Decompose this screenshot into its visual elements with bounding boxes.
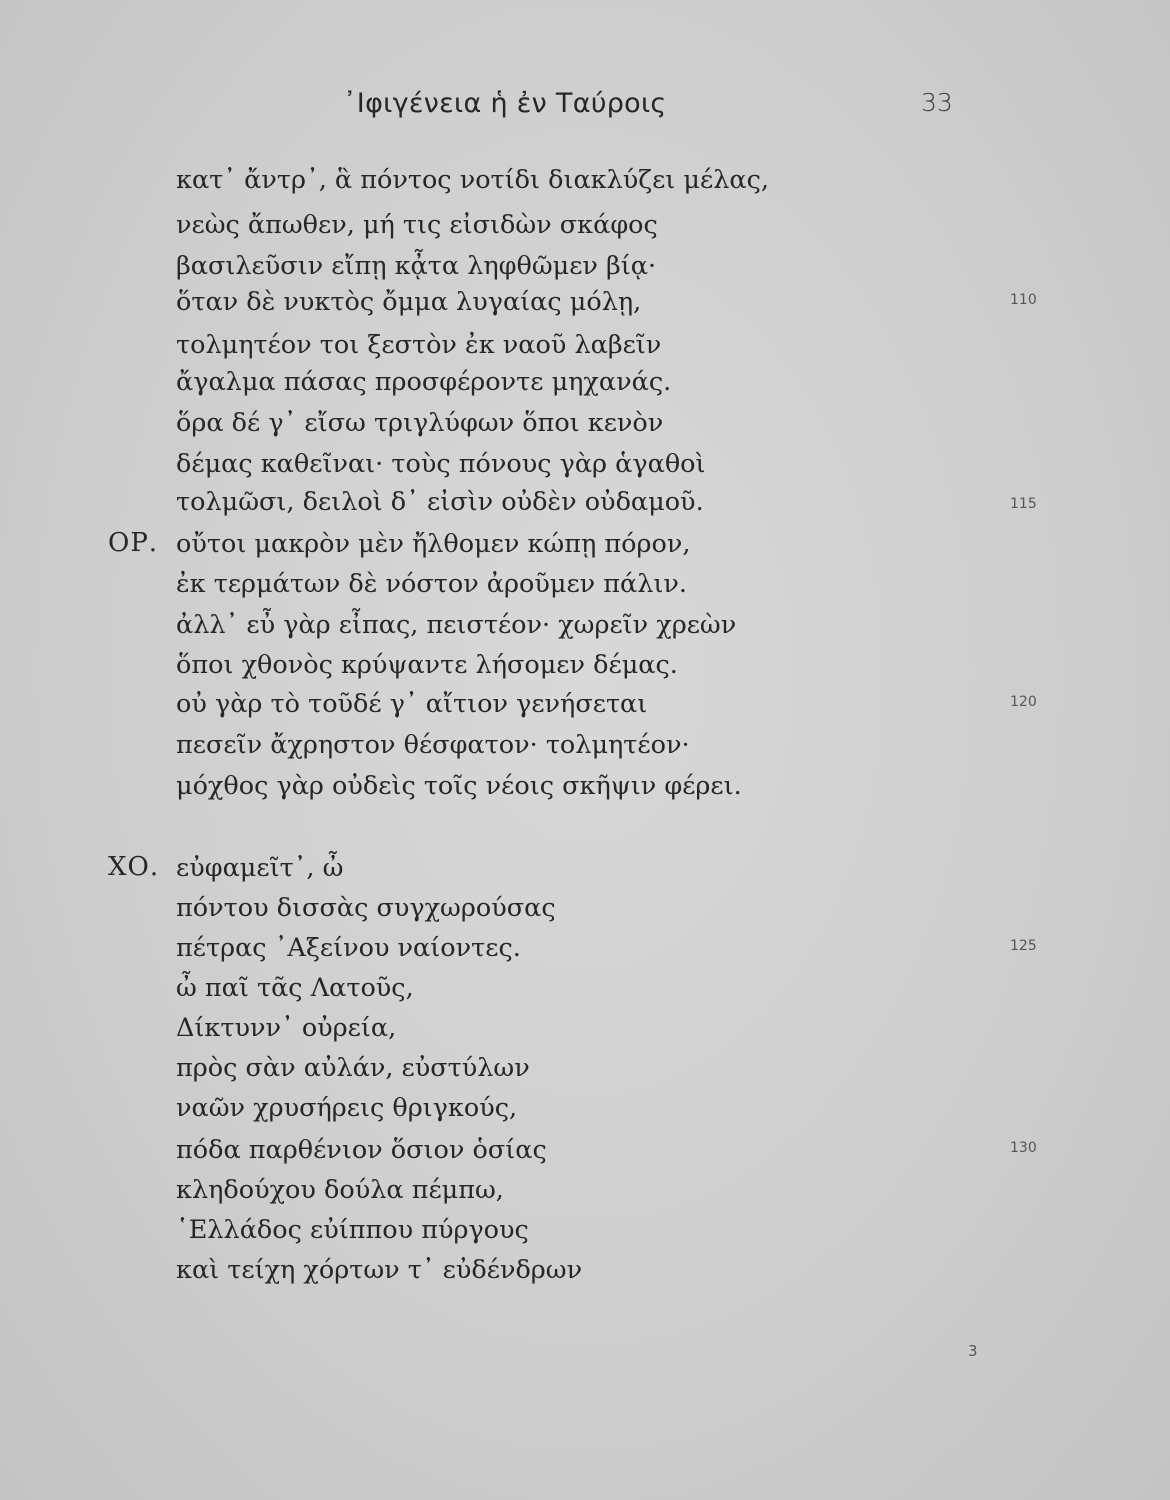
verse-line: ῾Ελλάδος εὐίππου πύργους — [176, 1215, 529, 1245]
running-title: ᾿Ιφιγένεια ἡ ἐν Ταύροις — [343, 88, 667, 119]
verse-line: ὅποι χθονὸς κρύψαντε λήσομεν δέμας. — [176, 650, 678, 680]
verse-line: τολμῶσι, δειλοὶ δ᾿ εἰσὶν οὐδὲν οὐδαμοῦ. — [176, 487, 704, 517]
running-header — [0, 88, 1170, 128]
signature-mark: 3 — [968, 1342, 978, 1360]
verse-line: πεσεῖν ἄχρηστον θέσφατον· τολμητέον· — [176, 730, 690, 760]
line-number: 125 — [1010, 938, 1037, 954]
verse-line: ὅταν δὲ νυκτὸς ὄμμα λυγαίας μόλῃ, — [176, 287, 642, 317]
verse-line: πρὸς σὰν αὐλάν, εὐστύλων — [176, 1053, 530, 1083]
verse-line: ναῶν χρυσήρεις θριγκούς, — [176, 1093, 518, 1123]
line-number: 130 — [1010, 1140, 1037, 1156]
verse-line: οὔτοι μακρὸν μὲν ἤλθομεν κώπῃ πόρον, — [176, 529, 691, 559]
verse-line: οὐ γὰρ τὸ τοῦδέ γ᾿ αἴτιον γενήσεται — [176, 689, 648, 719]
line-number: 120 — [1010, 694, 1037, 710]
line-number: 110 — [1010, 292, 1037, 308]
line-number: 115 — [1010, 496, 1037, 512]
verse-line: ὦ παῖ τᾶς Λατοῦς, — [176, 973, 414, 1003]
verse-line: βασιλεῦσιν εἴπῃ κᾆτα ληφθῶμεν βίᾳ· — [176, 251, 657, 281]
verse-line: καὶ τείχη χόρτων τ᾿ εὐδένδρων — [176, 1255, 583, 1285]
speaker-label: ΧΟ. — [108, 852, 160, 882]
verse-line: νεὼς ἄπωθεν, μή τις εἰσιδὼν σκάφος — [176, 210, 658, 240]
verse-line: πόντου δισσὰς συγχωρούσας — [176, 893, 556, 923]
verse-line: πέτρας ᾿Αξείνου ναίοντες. — [176, 933, 521, 963]
verse-line: δέμας καθεῖναι· τοὺς πόνους γὰρ ἁγαθοὶ — [176, 449, 706, 479]
verse-line: μόχθος γὰρ οὐδεὶς τοῖς νέοις σκῆψιν φέρει. — [176, 771, 742, 801]
verse-line: πόδα παρθένιον ὅσιον ὁσίας — [176, 1135, 547, 1165]
verse-line: Δίκτυνν᾿ οὐρεία, — [176, 1013, 397, 1043]
verse-line: ἀλλ᾿ εὖ γὰρ εἶπας, πειστέον· χωρεῖν χρεὼν — [176, 610, 737, 640]
speaker-label: ΟΡ. — [108, 528, 159, 558]
verse-line: τολμητέον τοι ξεστὸν ἐκ ναοῦ λαβεῖν — [176, 330, 662, 360]
verse-line: κατ᾿ ἄντρ᾿, ἃ πόντος νοτίδι διακλύζει μέλας, — [176, 165, 769, 195]
verse-line: ἐκ τερμάτων δὲ νόστον ἀροῦμεν πάλιν. — [176, 569, 688, 599]
verse-line: ἄγαλμα πάσας προσφέροντε μηχανάς. — [176, 367, 672, 397]
verse-line: εὐφαμεῖτ᾿, ὦ — [176, 853, 344, 883]
verse-line: ὅρα δέ γ᾿ εἴσω τριγλύφων ὅποι κενὸν — [176, 408, 664, 438]
verse-line: κληδούχου δούλα πέμπω, — [176, 1175, 504, 1205]
page-number: 33 — [921, 88, 953, 117]
